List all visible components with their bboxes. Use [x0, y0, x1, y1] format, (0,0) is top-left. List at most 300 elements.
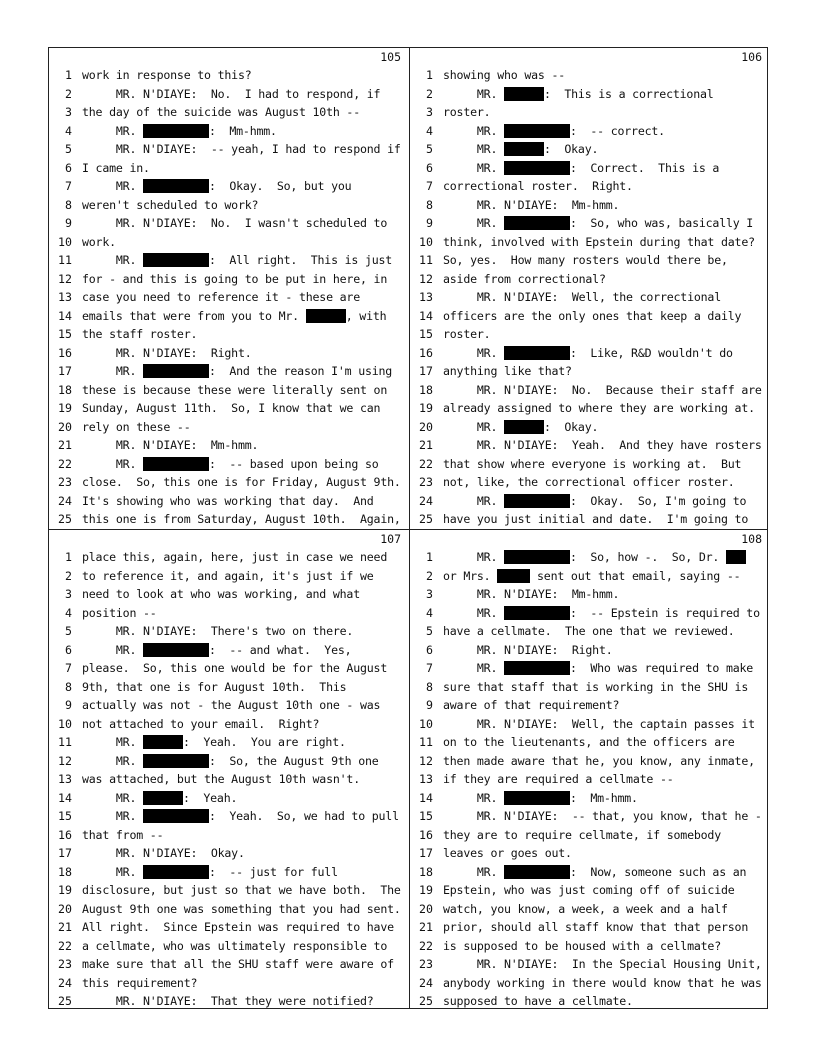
line-number: 8: [65, 197, 72, 212]
redaction-block: [504, 420, 544, 434]
line-number: 15: [419, 327, 433, 341]
transcript-line: [410, 399, 770, 418]
line-text: leaves or goes out.: [443, 846, 572, 860]
line-text: work.: [82, 234, 116, 249]
line-number: 5: [65, 624, 72, 638]
line-number: 19: [58, 883, 72, 897]
line-text: watch, you know, a week, a week and a half: [443, 901, 728, 916]
line-text: MR. : -- based upon being so: [82, 456, 379, 471]
transcript-line: [410, 918, 770, 937]
transcript-line: [410, 85, 770, 104]
line-text: this requirement?: [82, 975, 198, 990]
transcript-line: [49, 752, 409, 771]
line-text: MR. N'DIAYE: Right.: [82, 345, 252, 360]
line-text: roster.: [443, 327, 491, 341]
line-number: 11: [419, 253, 433, 267]
transcript-line: [410, 715, 770, 734]
transcript-line: [49, 807, 409, 826]
line-number: 2: [426, 568, 433, 583]
line-text: MR. : Mm-hmm.: [443, 790, 638, 805]
line-number: 8: [65, 679, 72, 694]
transcript-line: [49, 307, 409, 326]
line-number: 10: [419, 716, 433, 731]
page-panel-108: [410, 530, 770, 1011]
redaction-block: [143, 809, 209, 823]
line-text: a cellmate, who was ultimately responsible to: [82, 938, 388, 953]
transcript-line: [49, 789, 409, 808]
line-number: 14: [419, 308, 433, 323]
line-text: please. So, this one would be for the August: [82, 661, 388, 675]
line-number: 1: [65, 68, 72, 82]
line-number: 2: [65, 86, 72, 101]
transcript-line: [410, 66, 770, 85]
line-text: MR. N'DIAYE: No. Because their staff are: [443, 382, 762, 397]
line-text: MR. N'DIAYE: Mm-hmm.: [82, 438, 259, 452]
transcript-line: [49, 696, 409, 715]
line-number: 21: [419, 438, 433, 452]
transcript-line: [49, 325, 409, 344]
transcript-line: [49, 455, 409, 474]
line-number: 6: [65, 642, 72, 657]
transcript-line: [49, 955, 409, 974]
line-number: 14: [419, 790, 433, 805]
line-number: 13: [419, 772, 433, 786]
line-text: MR. : -- just for full: [82, 864, 338, 879]
line-text: 9th, that one is for August 10th. This: [82, 679, 347, 694]
redaction-block: [504, 142, 544, 156]
transcript-line: [49, 270, 409, 289]
line-number: 16: [58, 345, 72, 360]
line-text: MR. : Now, someone such as an: [443, 864, 747, 879]
line-text: MR. : Correct. This is a: [443, 160, 720, 175]
line-text: MR. : Mm-hmm.: [82, 123, 277, 138]
line-number: 4: [426, 605, 433, 620]
transcript-line: [49, 715, 409, 734]
transcript-line: [410, 122, 770, 141]
page-panel-107: [49, 530, 409, 1011]
transcript-line: [410, 789, 770, 808]
page-number: 105: [380, 50, 401, 64]
line-text: MR. : Okay. So, but you: [82, 179, 352, 193]
line-text: MR. N'DIAYE: -- yeah, I had to respond if: [82, 142, 401, 156]
transcript-line: [49, 436, 409, 455]
line-text: for - and this is going to be put in here, in: [82, 271, 388, 286]
line-number: 17: [58, 364, 72, 378]
transcript-line: [410, 881, 770, 900]
transcript-line: [410, 159, 770, 178]
line-number: 17: [419, 364, 433, 378]
line-text: It's showing who was working that day. And: [82, 493, 374, 508]
line-text: MR. : All right. This is just: [82, 253, 393, 267]
line-text: MR. : So, the August 9th one: [82, 753, 379, 768]
line-text: MR. : Okay.: [443, 142, 599, 156]
line-number: 6: [426, 160, 433, 175]
line-number: 5: [426, 142, 433, 156]
transcript-line: [49, 974, 409, 993]
line-text: August 9th one was something that you had sent.: [82, 901, 401, 916]
line-number: 2: [65, 568, 72, 583]
line-text: have you just initial and date. I'm going to: [443, 512, 749, 526]
transcript-line: [410, 844, 770, 863]
line-number: 12: [58, 753, 72, 768]
line-text: MR. : Yeah. You are right.: [82, 735, 346, 749]
line-text: is supposed to be housed with a cellmate?: [443, 938, 721, 953]
redaction-block: [497, 569, 530, 583]
line-text: Epstein, who was just coming off of suicide: [443, 883, 735, 897]
line-text: emails that were from you to Mr. , with: [82, 308, 387, 323]
page-number: 106: [741, 50, 762, 64]
line-text: anything like that?: [443, 364, 572, 378]
line-text: MR. N'DIAYE: -- that, you know, that he -: [443, 809, 762, 823]
line-text: these is because these were literally sent on: [82, 382, 388, 397]
transcript-line: [49, 196, 409, 215]
line-text: have a cellmate. The one that we reviewed.: [443, 624, 735, 638]
transcript-line: [49, 251, 409, 270]
line-number: 20: [419, 901, 433, 916]
line-number: 12: [419, 271, 433, 286]
transcript-line: [49, 585, 409, 604]
line-number: 20: [58, 419, 72, 434]
transcript-line: [49, 844, 409, 863]
transcript-line: [410, 362, 770, 381]
transcript-line: [410, 548, 770, 567]
line-text: aware of that requirement?: [443, 698, 620, 712]
transcript-line: [410, 659, 770, 678]
line-text: work in response to this?: [82, 68, 252, 82]
line-number: 10: [419, 234, 433, 249]
redaction-block: [504, 124, 570, 138]
line-text: supposed to have a cellmate.: [443, 994, 633, 1008]
line-number: 24: [419, 975, 433, 990]
transcript-line: [410, 770, 770, 789]
line-number: 9: [65, 698, 72, 712]
line-text: MR. : -- and what. Yes,: [82, 642, 352, 657]
line-number: 3: [426, 105, 433, 119]
line-number: 15: [58, 809, 72, 823]
line-number: 15: [419, 809, 433, 823]
line-number: 10: [58, 234, 72, 249]
transcript-line: [410, 752, 770, 771]
line-number: 3: [65, 587, 72, 601]
line-number: 16: [419, 827, 433, 842]
line-number: 4: [65, 605, 72, 620]
line-text: disclosure, but just so that we have both. The: [82, 883, 401, 897]
transcript-line: [410, 900, 770, 919]
line-text: MR. : So, who was, basically I: [443, 216, 754, 230]
transcript-line: [49, 288, 409, 307]
redaction-block: [143, 754, 209, 768]
line-text: close. So, this one is for Friday, August 9th.: [82, 475, 401, 489]
transcript-line: [410, 604, 770, 623]
line-number: 18: [419, 864, 433, 879]
transcript-line: [410, 455, 770, 474]
transcript-line: [49, 678, 409, 697]
transcript-line: [410, 140, 770, 159]
line-text: that from --: [82, 827, 164, 842]
line-number: 24: [58, 493, 72, 508]
transcript-line: [49, 140, 409, 159]
line-text: on to the lieutenants, and the officers are: [443, 735, 735, 749]
page-number: 108: [741, 532, 762, 546]
transcript-line: [410, 418, 770, 437]
line-number: 25: [419, 994, 433, 1008]
line-number: 3: [65, 105, 72, 119]
line-number: 14: [58, 790, 72, 805]
line-text: MR. N'DIAYE: Well, the captain passes it: [443, 716, 755, 731]
transcript-line: [410, 214, 770, 233]
redaction-block: [504, 161, 570, 175]
line-number: 1: [65, 550, 72, 564]
line-number: 19: [58, 401, 72, 415]
transcript-line: [410, 567, 770, 586]
transcript-lines: [49, 66, 409, 529]
line-text: then made aware that he, you know, any inmate,: [443, 753, 755, 768]
line-number: 6: [65, 160, 72, 175]
line-number: 5: [426, 624, 433, 638]
line-text: MR. : -- Epstein is required to: [443, 605, 760, 620]
line-text: correctional roster. Right.: [443, 179, 633, 193]
line-number: 9: [65, 216, 72, 230]
line-text: roster.: [443, 105, 491, 119]
line-text: sure that staff that is working in the SHU is: [443, 679, 749, 694]
line-number: 16: [419, 345, 433, 360]
redaction-block: [504, 550, 570, 564]
transcript-line: [410, 863, 770, 882]
line-number: 18: [58, 382, 72, 397]
line-text: was attached, but the August 10th wasn't.: [82, 772, 360, 786]
redaction-block: [143, 179, 209, 193]
line-text: prior, should all staff know that that person: [443, 920, 749, 934]
line-text: MR. : Like, R&D wouldn't do: [443, 345, 733, 360]
line-text: MR. : Okay. So, I'm going to: [443, 493, 747, 508]
line-number: 24: [419, 493, 433, 508]
transcript-line: [49, 399, 409, 418]
line-text: case you need to reference it - these are: [82, 290, 360, 304]
transcript-line: [49, 567, 409, 586]
transcript-line: [410, 270, 770, 289]
transcript-line: [49, 159, 409, 178]
line-number: 7: [65, 179, 72, 193]
transcript-line: [410, 585, 770, 604]
line-number: 7: [65, 661, 72, 675]
line-text: if they are required a cellmate --: [443, 772, 674, 786]
transcript-lines: [410, 66, 770, 529]
line-number: 19: [419, 883, 433, 897]
redaction-block: [504, 346, 570, 360]
transcript-line: [49, 473, 409, 492]
transcript-line: [49, 900, 409, 919]
transcript-line: [410, 251, 770, 270]
transcript-line: [49, 826, 409, 845]
line-number: 25: [419, 512, 433, 526]
transcript-line: [410, 233, 770, 252]
line-number: 1: [426, 550, 433, 564]
transcript-line: [49, 103, 409, 122]
line-text: or Mrs. sent out that email, saying --: [443, 568, 741, 583]
transcript-line: [49, 937, 409, 956]
transcript-line: [49, 122, 409, 141]
line-text: place this, again, here, just in case we need: [82, 550, 388, 564]
transcript-lines: [49, 548, 409, 1011]
transcript-line: [410, 696, 770, 715]
line-text: think, involved with Epstein during that date?: [443, 234, 755, 249]
line-number: 7: [426, 661, 433, 675]
transcript-line: [410, 826, 770, 845]
line-number: 5: [65, 142, 72, 156]
line-number: 23: [58, 475, 72, 489]
redaction-block: [143, 791, 183, 805]
line-number: 15: [58, 327, 72, 341]
line-text: actually was not - the August 10th one - was: [82, 698, 381, 712]
line-text: MR. : -- correct.: [443, 123, 665, 138]
transcript-line: [49, 381, 409, 400]
line-text: MR. N'DIAYE: There's two on there.: [82, 624, 354, 638]
line-number: 8: [426, 679, 433, 694]
line-number: 23: [419, 957, 433, 971]
redaction-block: [504, 87, 544, 101]
redaction-block: [504, 216, 570, 230]
line-number: 21: [419, 920, 433, 934]
line-number: 24: [58, 975, 72, 990]
line-text: that show where everyone is working at. But: [443, 456, 742, 471]
line-number: 21: [58, 438, 72, 452]
transcript-line: [410, 955, 770, 974]
line-text: MR. N'DIAYE: Mm-hmm.: [443, 197, 620, 212]
line-text: officers are the only ones that keep a daily: [443, 308, 742, 323]
line-number: 21: [58, 920, 72, 934]
line-number: 16: [58, 827, 72, 842]
line-number: 25: [58, 994, 72, 1008]
line-number: 4: [65, 123, 72, 138]
line-text: weren't scheduled to work?: [82, 197, 259, 212]
line-number: 4: [426, 123, 433, 138]
transcript-line: [410, 177, 770, 196]
transcript-line: [49, 214, 409, 233]
transcript-line: [49, 492, 409, 511]
transcript-line: [410, 344, 770, 363]
transcript-line: [49, 418, 409, 437]
transcript-line: [49, 992, 409, 1011]
transcript-line: [49, 548, 409, 567]
line-number: 12: [58, 271, 72, 286]
transcript-line: [49, 66, 409, 85]
line-number: 9: [426, 216, 433, 230]
line-text: I came in.: [82, 160, 150, 175]
line-text: MR. : Okay.: [443, 419, 599, 434]
page-panel-106: [410, 48, 770, 529]
transcript-line: [49, 344, 409, 363]
line-number: 8: [426, 197, 433, 212]
transcript-line: [410, 974, 770, 993]
line-text: already assigned to where they are working at.: [443, 401, 755, 415]
line-number: 2: [426, 86, 433, 101]
transcript-line: [49, 233, 409, 252]
transcript-line: [49, 510, 409, 529]
line-number: 22: [58, 938, 72, 953]
line-number: 12: [419, 753, 433, 768]
line-text: not attached to your email. Right?: [82, 716, 320, 731]
line-text: showing who was --: [443, 68, 566, 82]
line-number: 19: [419, 401, 433, 415]
line-text: anybody working in there would know that he was: [443, 975, 762, 990]
transcript-line: [410, 473, 770, 492]
line-number: 11: [58, 735, 72, 749]
line-text: to reference it, and again, it's just if we: [82, 568, 374, 583]
redaction-block: [143, 364, 209, 378]
line-number: 3: [426, 587, 433, 601]
line-text: So, yes. How many rosters would there be,: [443, 253, 728, 267]
line-text: MR. N'DIAYE: Yeah. And they have rosters: [443, 438, 762, 452]
line-number: 14: [58, 308, 72, 323]
line-number: 18: [58, 864, 72, 879]
page-panel-105: [49, 48, 409, 529]
line-text: not, like, the correctional officer roster.: [443, 475, 735, 489]
line-text: MR. N'DIAYE: That they were notified?: [82, 994, 374, 1008]
line-text: MR. N'DIAYE: No. I had to respond, if: [82, 86, 381, 101]
transcript-line: [49, 85, 409, 104]
transcript-line: [410, 807, 770, 826]
line-text: MR. : And the reason I'm using: [82, 364, 393, 378]
redaction-block: [504, 606, 570, 620]
line-number: 20: [419, 419, 433, 434]
redaction-block: [143, 253, 209, 267]
line-number: 23: [419, 475, 433, 489]
line-number: 11: [419, 735, 433, 749]
line-text: MR. N'DIAYE: Okay.: [82, 846, 245, 860]
transcript-line: [410, 492, 770, 511]
line-text: MR. N'DIAYE: Well, the correctional: [443, 290, 721, 304]
transcript-line: [410, 992, 770, 1011]
transcript-line: [410, 307, 770, 326]
transcript-line: [410, 325, 770, 344]
line-text: MR. : So, how -. So, Dr.: [443, 548, 768, 567]
transcript-line: [410, 510, 770, 529]
line-text: MR. : Yeah. So, we had to pull: [82, 809, 399, 823]
line-text: they are to require cellmate, if somebody: [443, 827, 721, 842]
transcript-line: [410, 288, 770, 307]
page-number: 107: [380, 532, 401, 546]
line-text: rely on these --: [82, 419, 191, 434]
line-number: 11: [58, 253, 72, 267]
redaction-block: [504, 661, 570, 675]
line-text: Sunday, August 11th. So, I know that we can: [82, 401, 381, 415]
line-text: need to look at who was working, and what: [82, 587, 360, 601]
line-number: 22: [58, 456, 72, 471]
line-number: 23: [58, 957, 72, 971]
transcript-line: [410, 196, 770, 215]
line-number: 6: [426, 642, 433, 657]
redaction-block: [504, 791, 570, 805]
transcript-line: [410, 641, 770, 660]
redaction-block: [306, 309, 346, 323]
line-text: this one is from Saturday, August 10th. Again,: [82, 512, 401, 526]
transcript-line: [49, 918, 409, 937]
line-number: 22: [419, 456, 433, 471]
line-number: 1: [426, 68, 433, 82]
line-text: the day of the suicide was August 10th --: [82, 105, 360, 119]
line-text: MR. N'DIAYE: In the Special Housing Unit,: [443, 957, 762, 971]
redaction-block: [726, 550, 746, 564]
line-text: MR. : Who was required to make: [443, 661, 754, 675]
line-text: MR. : Yeah.: [82, 790, 238, 805]
transcript-line: [410, 678, 770, 697]
transcript-line: [49, 733, 409, 752]
transcript-line: [49, 604, 409, 623]
line-number: 7: [426, 179, 433, 193]
transcript-line: [410, 103, 770, 122]
line-text: MR. N'DIAYE: No. I wasn't scheduled to: [82, 216, 388, 230]
transcript-line: [49, 362, 409, 381]
